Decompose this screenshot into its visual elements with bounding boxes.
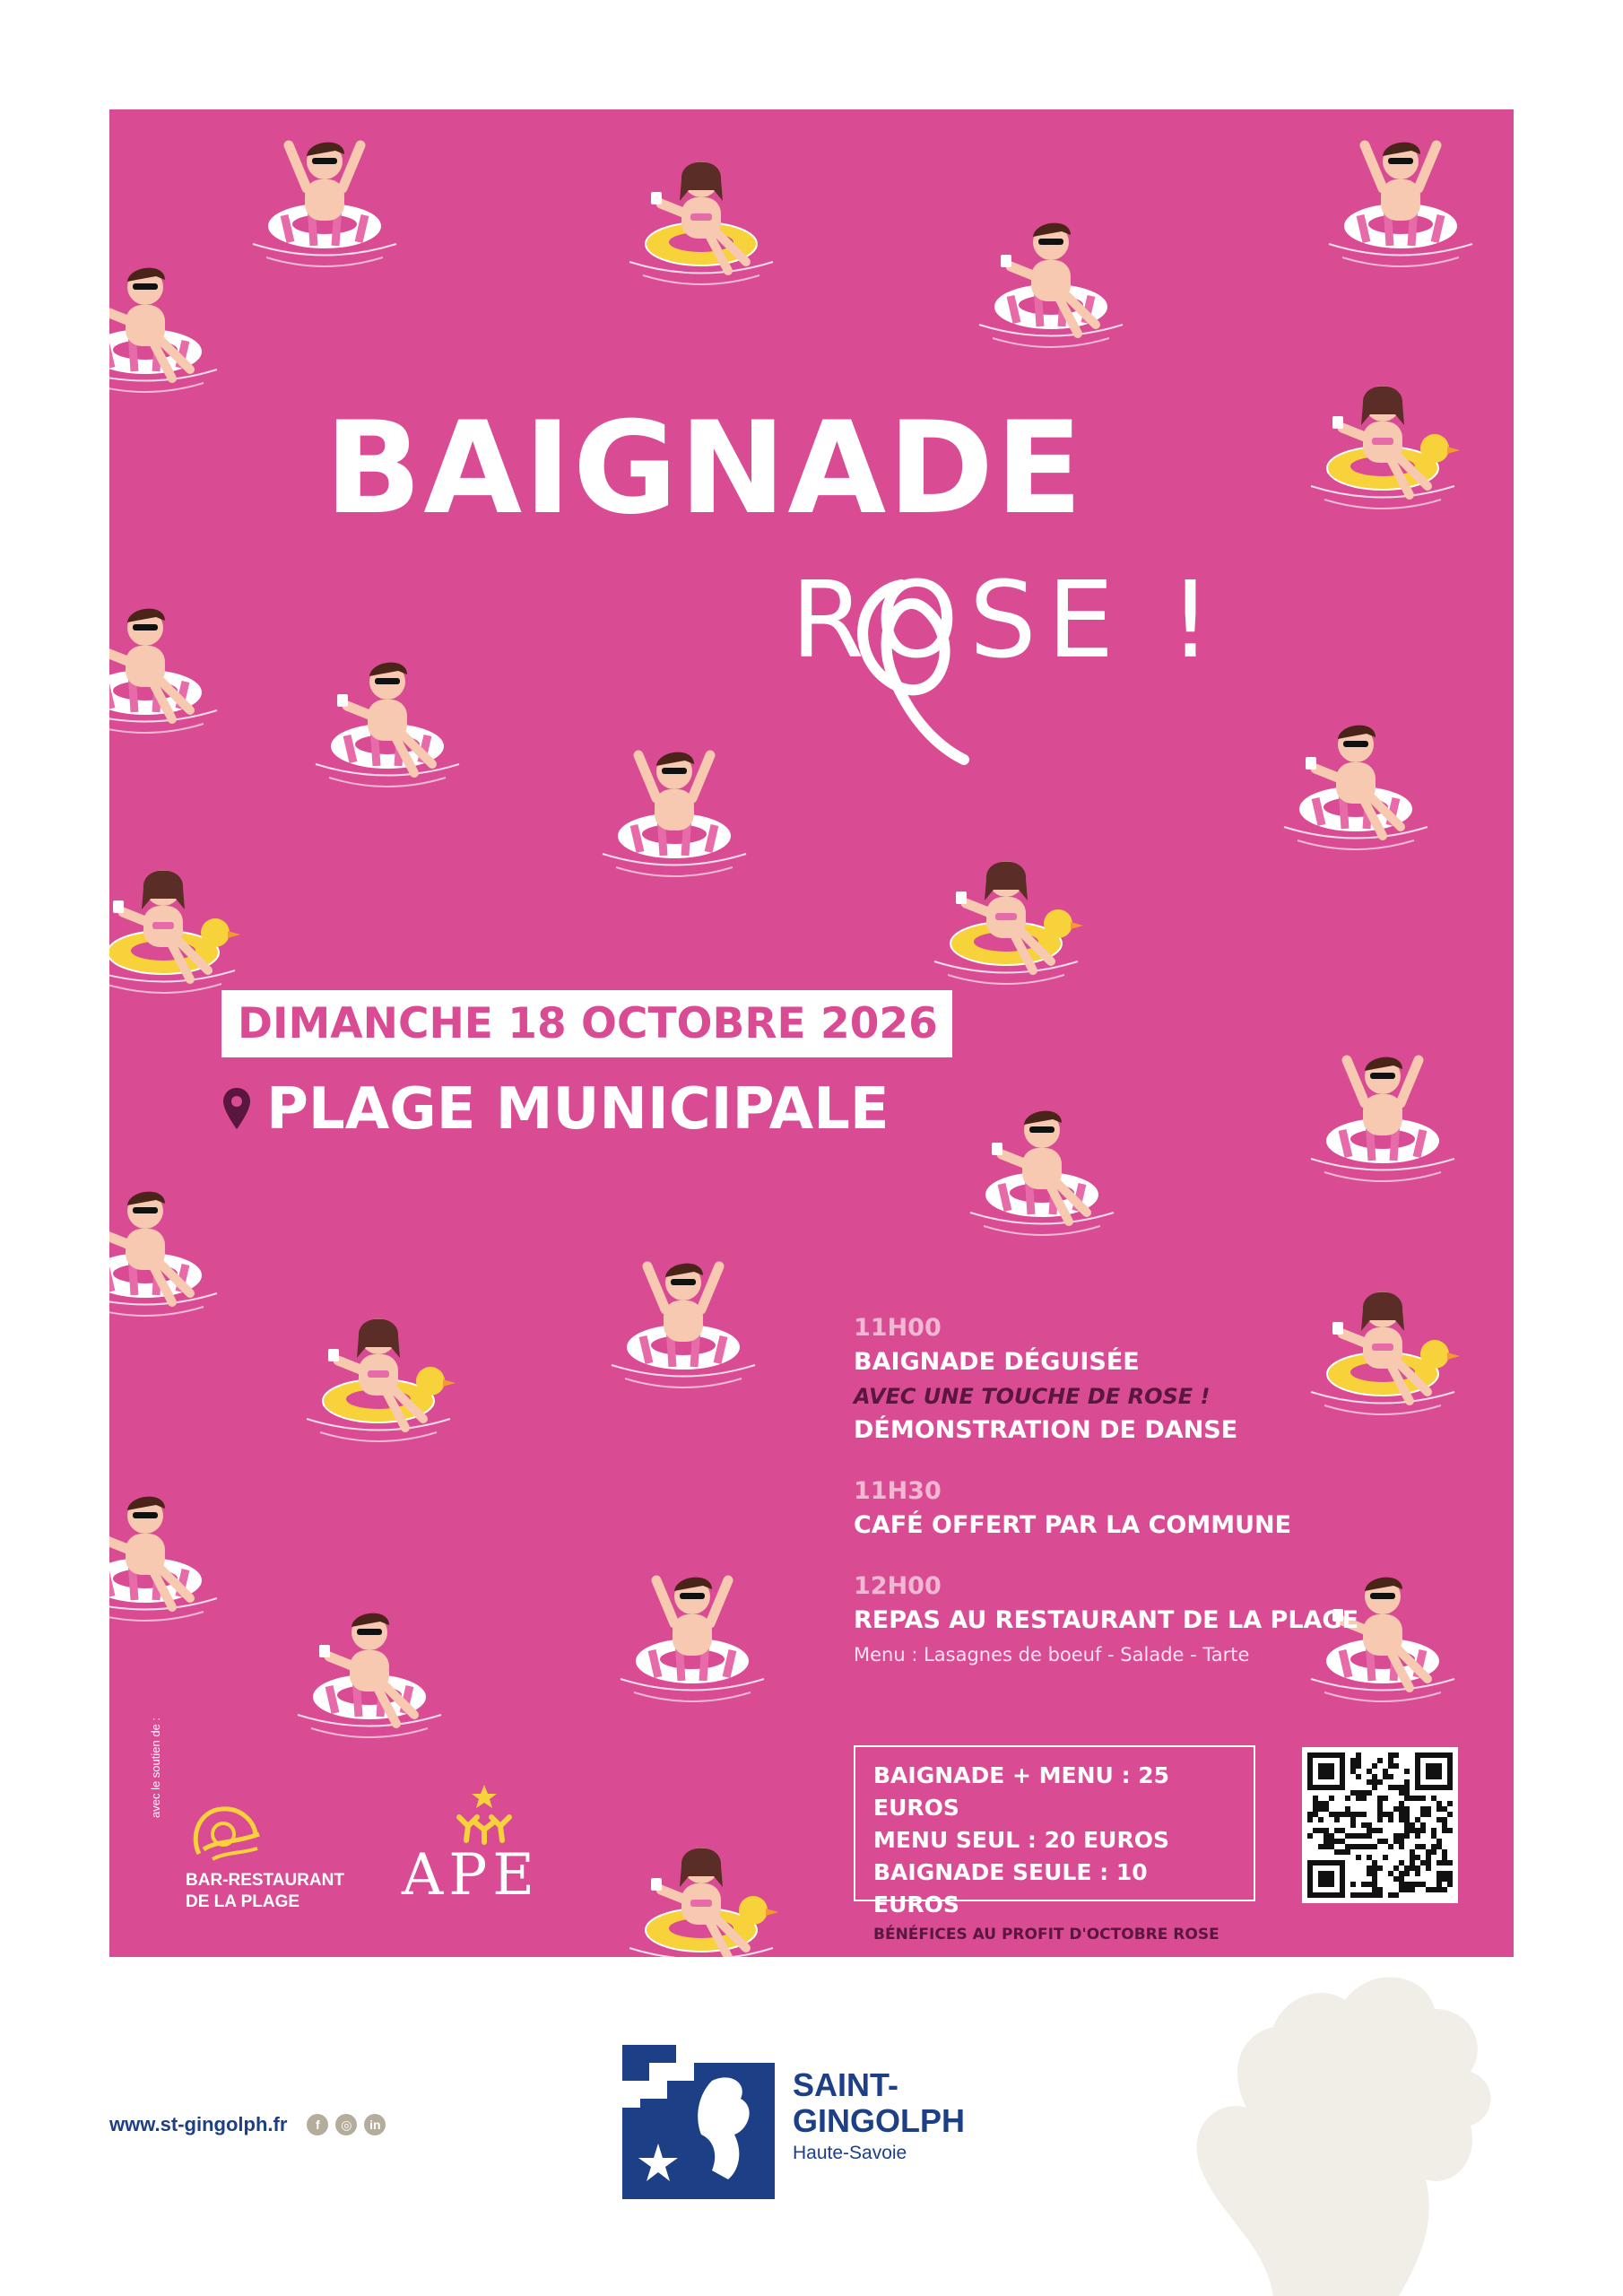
program-time: 11H00 bbox=[854, 1314, 942, 1342]
swimmer-woman-duck bbox=[289, 1284, 468, 1455]
program bbox=[854, 1311, 1358, 1672]
city-region: Haute-Savoie bbox=[793, 2143, 907, 2163]
price-line: BAIGNADE + MENU : 25 EUROS bbox=[873, 1762, 1170, 1821]
swimmer-man-ring bbox=[235, 109, 414, 280]
swimmer-man-ring bbox=[1311, 109, 1490, 280]
poster bbox=[109, 109, 1514, 1957]
pink-ribbon-icon bbox=[838, 576, 973, 773]
ape-logo-text: APE bbox=[402, 1842, 540, 1909]
price-line: BAIGNADE SEULE : 10 EUROS bbox=[873, 1859, 1148, 1918]
swimmer-man-ring bbox=[109, 235, 235, 405]
program-time: 11H30 bbox=[854, 1477, 942, 1505]
swimmer-man-ring bbox=[109, 576, 235, 746]
swimmer-man-ring bbox=[585, 719, 764, 890]
program-time: 12H00 bbox=[854, 1572, 942, 1600]
swimmer-woman-duck bbox=[109, 836, 253, 1006]
program-highlight: AVEC UNE TOUCHE DE ROSE ! bbox=[854, 1384, 1211, 1409]
program-line: BAIGNADE DÉGUISÉE bbox=[854, 1348, 1140, 1376]
swimmer-man-ring bbox=[952, 1078, 1132, 1248]
title-rose: ROSE ! bbox=[791, 558, 1223, 682]
qr-code[interactable] bbox=[1302, 1747, 1458, 1903]
swimmer-man-ring bbox=[1293, 1024, 1472, 1195]
restaurant-name: BAR-RESTAURANT DE LA PLAGE bbox=[186, 1871, 344, 1911]
ape-figures-icon bbox=[448, 1783, 520, 1846]
swimmer-man-ring bbox=[603, 1544, 782, 1715]
event-date: DIMANCHE 18 OCTOBRE 2026 bbox=[221, 990, 952, 1057]
pricing-box bbox=[854, 1745, 1255, 1944]
swimmer-man-ring bbox=[1266, 692, 1445, 863]
facebook-icon[interactable]: f bbox=[307, 2114, 328, 2135]
support-label: avec le soutien de : bbox=[149, 1717, 162, 1818]
place-label: PLAGE MUNICIPALE bbox=[266, 1076, 890, 1143]
swimmer-man-ring bbox=[280, 1580, 459, 1751]
swimmer-woman-ring bbox=[612, 127, 791, 298]
title-baignade: BAIGNADE bbox=[325, 395, 1085, 543]
swimmer-man-ring bbox=[109, 1464, 235, 1634]
swimmer-man-ring bbox=[961, 190, 1141, 361]
swimmer-woman-duck bbox=[612, 1813, 791, 1957]
swimmer-man-ring bbox=[594, 1231, 773, 1401]
price-line: MENU SEUL : 20 EUROS bbox=[873, 1827, 1169, 1853]
swimmer-woman-duck bbox=[916, 827, 1096, 997]
event-place bbox=[221, 1076, 890, 1143]
city-name: SAINT- GINGOLPH bbox=[793, 2066, 966, 2139]
swimmer-woman-duck bbox=[1293, 352, 1472, 522]
location-pin-icon bbox=[221, 1086, 252, 1133]
saint-gingolph-crest bbox=[622, 2045, 775, 2199]
instagram-icon[interactable]: ◎ bbox=[335, 2114, 357, 2135]
swimmer-man-ring bbox=[109, 1159, 235, 1329]
footer-website[interactable] bbox=[109, 2113, 386, 2136]
program-line: DÉMONSTRATION DE DANSE bbox=[854, 1416, 1238, 1444]
program-menu: Menu : Lasagnes de boeuf - Salade - Tarte bbox=[854, 1644, 1250, 1665]
program-line: REPAS AU RESTAURANT DE LA PLAGE bbox=[854, 1606, 1359, 1634]
linkedin-icon[interactable]: in bbox=[364, 2114, 386, 2135]
website-url[interactable]: www.st-gingolph.fr bbox=[109, 2113, 288, 2135]
swimmer-man-ring bbox=[298, 630, 477, 800]
program-line: CAFÉ OFFERT PAR LA COMMUNE bbox=[854, 1511, 1292, 1539]
restaurant-logo-icon bbox=[186, 1800, 266, 1867]
lion-watermark-icon bbox=[1166, 1946, 1542, 2296]
pricing-note: BÉNÉFICES AU PROFIT D'OCTOBRE ROSE bbox=[873, 1926, 1219, 1944]
